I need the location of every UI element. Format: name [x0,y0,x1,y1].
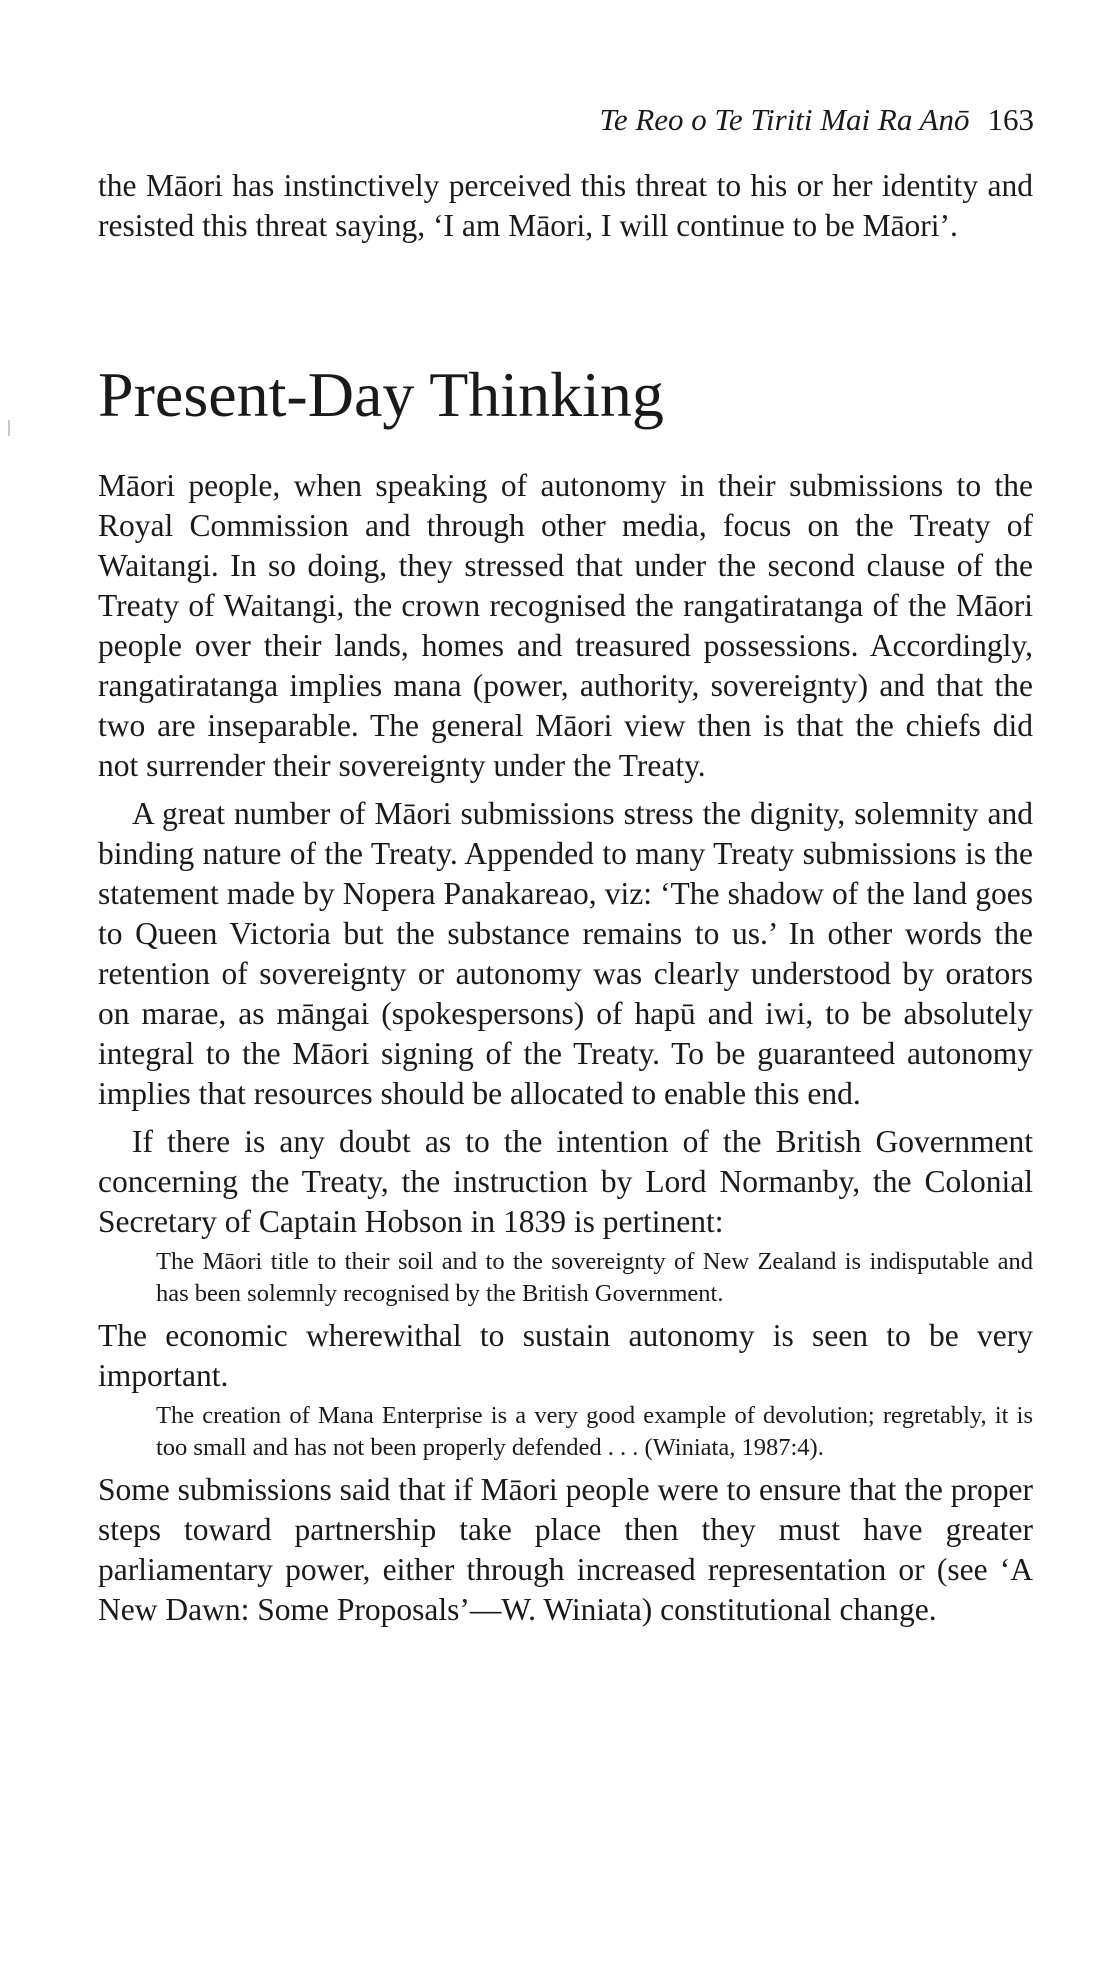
section-heading: Present-Day Thinking [98,359,664,430]
paragraph-3: If there is any doubt as to the intention of the British Government concerning the Treaty, the instruction by Lord Normanby, the Colonial Secretary of Captain Hobson in 1839 is pertinent: [98,1124,1033,1239]
section-body [98,466,1033,1630]
page-number: 163 [987,102,1034,137]
page-edge-mark [8,420,10,436]
block-quote-winiata: The creation of Mana Enterprise is a very good example of devolution; regretably, it is too small and has not been properly defended . . . (Winiata, 1987:4). [156,1402,1033,1461]
block-quote-normanby: The Māori title to their soil and to the sovereignty of New Zealand is indisputable and has been solemnly recognised by the British Government. [156,1248,1033,1307]
running-head-title: Te Reo o Te Tiriti Mai Ra Anō [599,102,970,137]
paragraph-4: The economic wherewithal to sustain autonomy is seen to be very important. [98,1318,1033,1393]
intro-block [98,166,1033,246]
paragraph-1: Māori people, when speaking of autonomy in their submissions to the Royal Commission and through other media, focus on the Treaty of Waitangi. In so doing, they stressed that under the second clause of the Treaty of Waitangi, the crown recognised the rangatiratanga of the Māori people over their lands, homes and treasured possessions. Accordingly, rangatiratanga implies mana (power, authority, sovereignty) and that the two are inseparable. The general Māori view then is that the chiefs did not surrender their sovereignty under the Treaty. [98,468,1033,783]
intro-paragraph: the Māori has instinctively perceived this threat to his or her identity and resisted this threat saying, ‘I am Māori, I will continue to be Māori’. [98,168,1033,243]
running-head [599,100,1034,140]
paragraph-5: Some submissions said that if Māori people were to ensure that the proper steps toward partnership take place then they must have greater parliamentary power, either through increased representation or (see ‘A New Dawn: Some Proposals’—W. Winiata) constitutional change. [98,1472,1033,1627]
paragraph-2: A great number of Māori submissions stress the dignity, solemnity and binding nature of the Treaty. Appended to many Treaty submissions is the statement made by Nopera Panakareao, viz: ‘The shadow of the land goes to Queen Victoria but the substance remains to us.’ In other words the retention of sovereignty or autonomy was clearly understood by orators on marae, as māngai (spokespersons) of hapū and iwi, to be absolutely integral to the Māori signing of the Treaty. To be guaranteed autonomy implies that resources should be allocated to enable this end. [98,796,1033,1111]
